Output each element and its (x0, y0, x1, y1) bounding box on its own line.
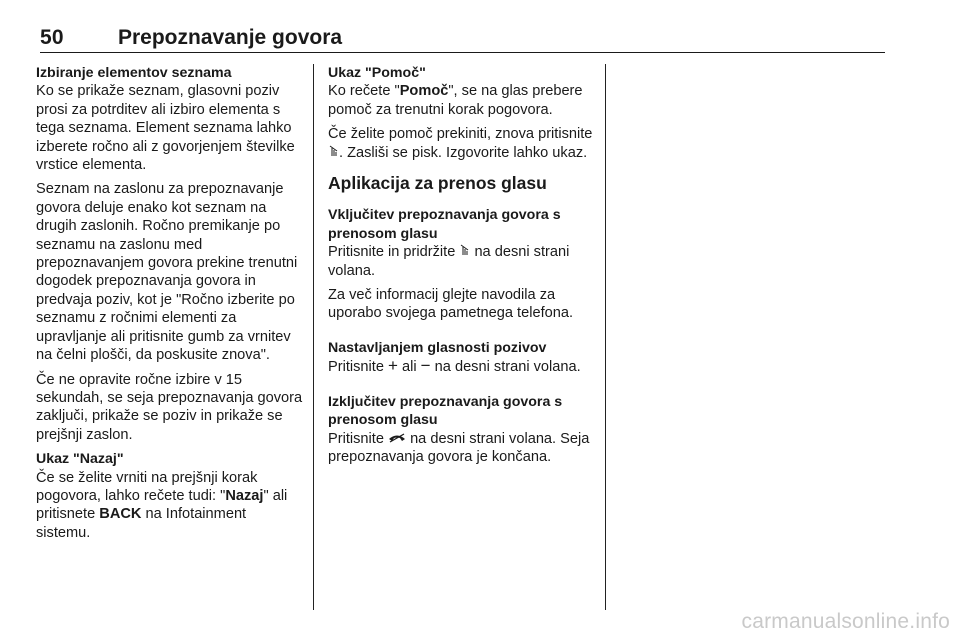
watermark: carmanualsonline.info (741, 610, 950, 633)
minus-icon: − (420, 356, 431, 376)
paragraph: Seznam na zaslonu za prepoznavanje govora deluje enako kot seznam na drugih zaslonih. Ročno premikanje po seznamu na zaslonu med prepoznavanjem govora prekine trenutni dogodek prepoznavanja govora in predvaja poziv, kot je "Ročno izberite po seznamu z ročnimi elementi za upravljanje ali pritisnite gumb za vrnitev na čelni plošči, da poskusite znova". (36, 181, 298, 364)
section-title-disable-passthru: Izključitev prepoznavanja govora s prenosom glasu (328, 393, 563, 429)
page-title: Prepoznavanje govora (118, 26, 343, 49)
text: na desni strani volana. (328, 244, 570, 279)
section-title-back-command: Ukaz "Nazaj" (36, 451, 124, 468)
voice-icon (459, 243, 470, 261)
spacer (328, 329, 598, 339)
text: Pritisnite (328, 430, 389, 447)
paragraph (328, 357, 598, 376)
text: Če želite pomoč prekiniti, znova pritisnite (328, 126, 593, 143)
keyword-back: BACK (99, 506, 142, 523)
text: na desni strani volana. (430, 359, 581, 376)
text: Ko rečete " (328, 83, 400, 100)
voice-icon (328, 144, 339, 162)
spacer (328, 383, 598, 393)
text: ", se na glas prebere pomoč za trenutni korak pogovora. (328, 83, 583, 118)
section-title-prompt-volume: Nastavljanjem glasnosti pozivov (328, 339, 547, 356)
paragraph (328, 430, 598, 467)
paragraph (36, 469, 304, 543)
text: Pritisnite in pridržite (328, 244, 460, 261)
keyword-nazaj: Nazaj (225, 487, 264, 504)
keyword-pomoc: Pomoč (399, 83, 449, 100)
text: " ali pritisnete (36, 487, 288, 523)
section-title-help-command: Ukaz "Pomoč" (328, 65, 426, 81)
column-divider-1 (313, 64, 314, 610)
text: Če se želite vrniti na prejšnji korak pogovora, lahko rečete tudi: " (36, 469, 258, 504)
paragraph: Če ne opravite ročne izbire v 15 sekundah, se seja prepoznavanja govora zaključi, prikaže se poziv in prikaže se prejšnji zaslon. (36, 371, 303, 443)
section-heading-voice-pass-thru: Aplikacija za prenos glasu (328, 173, 547, 194)
paragraph (328, 125, 598, 162)
section-title-list-selection: Izbiranje elementov seznama (36, 65, 232, 81)
paragraph: Ko se prikaže seznam, glasovni poziv prosi za potrditev ali izbiro elementa s tega seznama. Element seznama lahko izberete ročno ali z govorjenjem številke vrstice elementa. (36, 83, 295, 174)
plus-icon: + (388, 356, 398, 376)
column-1 (36, 64, 304, 548)
text: na Infotainment sistemu. (36, 506, 247, 541)
page-header (40, 26, 885, 53)
text: . Zasliši se pisk. Izgovorite lahko ukaz. (339, 144, 588, 161)
text: ali (397, 359, 421, 376)
paragraph: Za več informacij glejte navodila za uporabo svojega pametnega telefona. (328, 287, 574, 322)
section-title-enable-passthru: Vključitev prepoznavanja govora s prenosom glasu (328, 207, 561, 242)
column-divider-2 (605, 64, 606, 610)
column-2 (328, 64, 598, 472)
text: Pritisnite (328, 359, 389, 376)
text: na desni strani volana. Seja prepoznavanja govora je končana. (328, 430, 590, 465)
paragraph (328, 243, 598, 280)
hang-up-icon (388, 430, 406, 448)
paragraph (328, 82, 598, 119)
page-number: 50 (40, 26, 64, 49)
